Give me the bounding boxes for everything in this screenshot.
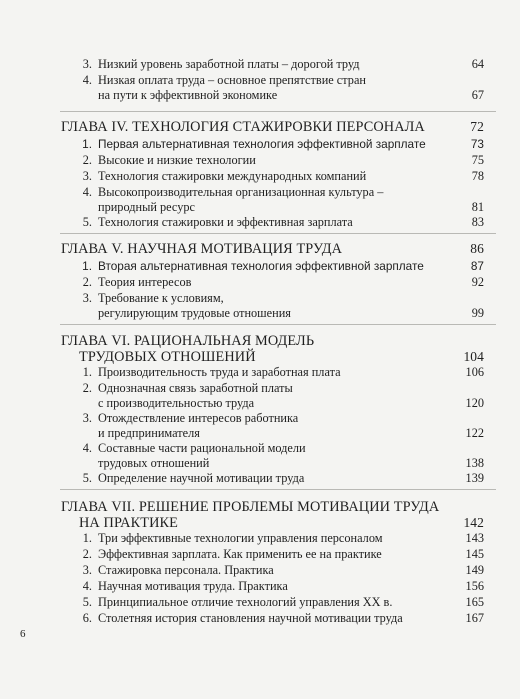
- toc-entry-number: 3.: [82, 57, 92, 71]
- toc-page-number: 149: [465, 563, 484, 577]
- toc-entry-title: Требование к условиям,: [98, 291, 224, 305]
- toc-page-number: 86: [470, 241, 484, 256]
- toc-entry-title: Низкая оплата труда – основное препятствие стран: [98, 73, 366, 87]
- section-rule: [60, 324, 496, 325]
- toc-entry-number: 6.: [82, 611, 92, 625]
- toc-entry-title: Научная мотивация труда. Практика: [98, 579, 288, 593]
- toc-page-number: 81: [471, 199, 484, 214]
- toc-entry-title: Первая альтернативная технология эффективной зарплате: [98, 137, 426, 151]
- toc-entry-title: регулирующим трудовые отношения: [98, 305, 291, 320]
- section-rule: [60, 489, 496, 490]
- toc-page-number: 143: [465, 531, 484, 545]
- toc-entry-number: 3.: [82, 291, 92, 305]
- toc-page-number: 99: [471, 305, 484, 320]
- toc-page-number: 78: [471, 169, 484, 183]
- toc-chapter-title: ГЛАВА IV. ТЕХНОЛОГИЯ СТАЖИРОВКИ ПЕРСОНАЛА: [61, 119, 425, 135]
- toc-entry-number: 5.: [82, 471, 92, 485]
- toc-entry-number: 4.: [82, 579, 92, 593]
- toc-entry-number: 2.: [82, 275, 92, 289]
- toc-entry-title: Три эффективные технологии управления персоналом: [98, 531, 383, 545]
- toc-page-number: 122: [465, 425, 484, 440]
- toc-entry-number: 3.: [82, 169, 92, 183]
- toc-page-number: 75: [471, 153, 484, 167]
- toc-entry-title: Высокие и низкие технологии: [98, 153, 256, 167]
- toc-entry-title: Технология стажировки и эффективная зарплата: [98, 215, 353, 229]
- toc-entry-number: 5.: [82, 215, 92, 229]
- toc-entry-title: на пути к эффективной экономике: [98, 87, 278, 102]
- toc-entry-number: 3.: [82, 563, 92, 577]
- toc-entry-title: Вторая альтернативная технология эффективной зарплате: [98, 259, 424, 273]
- toc-entry-number: 3.: [82, 411, 92, 425]
- toc-chapter-title: ГЛАВА V. НАУЧНАЯ МОТИВАЦИЯ ТРУДА: [61, 241, 343, 257]
- toc-page-number: 145: [465, 547, 484, 561]
- toc-entry-number: 2.: [82, 381, 92, 395]
- toc-entry-title: Составные части рациональной модели: [98, 441, 306, 455]
- toc-entry-title: Столетняя история становления научной мотивации труда: [98, 611, 403, 625]
- toc-entry-title: Определение научной мотивации труда: [98, 471, 305, 485]
- page-number: 6: [20, 628, 26, 640]
- toc-page-number: 106: [465, 365, 484, 379]
- toc-entry-title: Однозначная связь заработной платы: [98, 381, 293, 395]
- toc-entry-title: Производительность труда и заработная плата: [98, 365, 341, 379]
- toc-entry-number: 2.: [82, 547, 92, 561]
- toc-entry-number: 1.: [82, 259, 92, 273]
- toc-page-number: 73: [470, 137, 484, 151]
- toc-page-number: 156: [465, 579, 484, 593]
- toc-page-number: 138: [465, 455, 484, 470]
- toc-entry-title: Принципиальное отличие технологий управления XX в.: [98, 595, 393, 609]
- toc-page-number: 120: [465, 395, 484, 410]
- toc-page-number: 167: [465, 611, 484, 625]
- toc-entry-title: Эффективная зарплата. Как применить ее на практике: [98, 547, 382, 561]
- toc-chapter-title: ГЛАВА VI. РАЦИОНАЛЬНАЯ МОДЕЛЬ: [61, 333, 315, 349]
- toc-entry-number: 2.: [82, 153, 92, 167]
- toc-entry-title: и предпринимателя: [98, 425, 200, 440]
- toc-page-number: 92: [471, 275, 484, 289]
- toc-page-number: 72: [470, 119, 484, 134]
- toc-entry-title: Технология стажировки международных компаний: [98, 169, 367, 183]
- section-rule: [60, 111, 496, 112]
- toc-entry-title: природный ресурс: [98, 199, 195, 214]
- toc-entry-title: Отождествление интересов работника: [98, 411, 299, 425]
- toc-page-number: 139: [465, 471, 484, 485]
- toc-entry-title: с производительностью труда: [98, 395, 255, 410]
- toc-entry-number: 4.: [82, 185, 92, 199]
- toc-entry-number: 4.: [82, 441, 92, 455]
- toc-entry-number: 1.: [82, 365, 92, 379]
- toc-entry-title: трудовых отношений: [98, 455, 210, 470]
- toc-page-number: 142: [463, 515, 484, 530]
- toc-entry-number: 5.: [82, 595, 92, 609]
- toc-entry-number: 1.: [82, 137, 92, 151]
- toc-page-number: 87: [470, 259, 484, 273]
- toc-entry-title: Стажировка персонала. Практика: [98, 563, 274, 577]
- toc-page-number: 67: [471, 87, 484, 102]
- toc-page-number: 104: [463, 349, 484, 364]
- toc-page-number: 64: [471, 57, 484, 71]
- toc-chapter-title: ТРУДОВЫХ ОТНОШЕНИЙ: [79, 349, 256, 365]
- toc-entry-title: Низкий уровень заработной платы – дорогой труд: [98, 57, 360, 71]
- toc-chapter-title: НА ПРАКТИКЕ: [79, 515, 178, 531]
- toc-entry-number: 1.: [82, 531, 92, 545]
- toc-entry-title: Теория интересов: [98, 275, 192, 289]
- section-rule: [60, 233, 496, 234]
- toc-page-number: 83: [471, 215, 484, 229]
- toc-entry-title: Высокопроизводительная организационная культура –: [98, 185, 384, 199]
- toc-page-number: 165: [465, 595, 484, 609]
- toc-entry-number: 4.: [82, 73, 92, 87]
- toc-chapter-title: ГЛАВА VII. РЕШЕНИЕ ПРОБЛЕМЫ МОТИВАЦИИ ТРУДА: [61, 499, 440, 515]
